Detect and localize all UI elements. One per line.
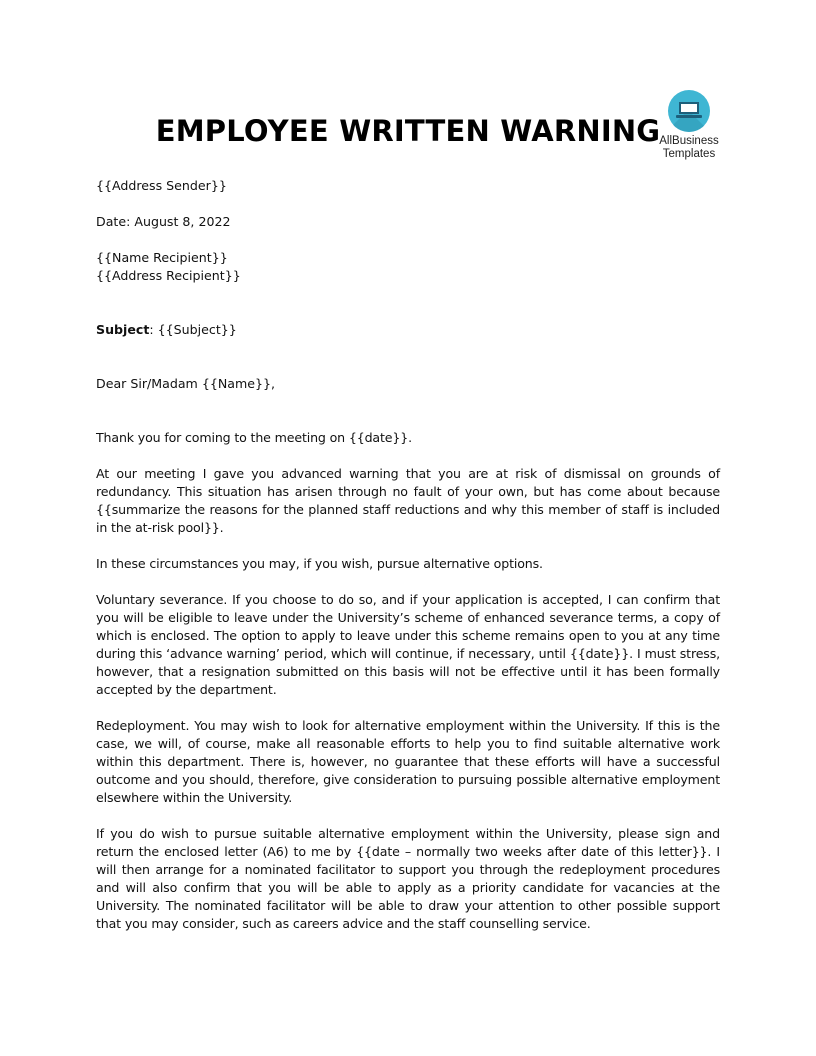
paragraph-redeployment: Redeployment. You may wish to look for alternative employment within the University. If this is the case, we will, of course, make all reasonable efforts to help you to find suitable alternative work within this department. There is, however, no guarantee that these efforts will have a successful outcome and you should, therefore, give consideration to pursuing possible alternative employment elsewhere within the University. <box>96 718 720 805</box>
subject-line <box>96 321 720 339</box>
recipient-name: {{Name Recipient}} <box>96 250 228 265</box>
allbusiness-templates-logo <box>652 90 726 161</box>
paragraph-alternative-options: In these circumstances you may, if you wish, pursue alternative options. <box>96 556 543 571</box>
letter-date: Date: August 8, 2022 <box>96 214 231 229</box>
subject-label: Subject <box>96 322 150 337</box>
subject-value: : {{Subject}} <box>149 322 237 337</box>
sender-address: {{Address Sender}} <box>96 178 227 193</box>
logo-text <box>652 135 726 161</box>
paragraph-redundancy-warning: At our meeting I gave you advanced warning that you are at risk of dismissal on grounds of redundancy. This situation has arisen through no fault of your own, but has come about because {{summarize the reasons for the planned staff reductions and why this member of staff is included in the at-risk pool}}. <box>96 466 720 535</box>
laptop-icon <box>668 90 710 132</box>
letter-body <box>96 177 720 951</box>
paragraph-voluntary-severance: Voluntary severance. If you choose to do so, and if your application is accepted, I can confirm that you will be eligible to leave under the University’s scheme of enhanced severance terms, a copy of which is enclosed. The option to apply to leave under this scheme remains open to you at any time during this ‘advance warning’ period, which will continue, if necessary, until {{date}}. I must stress, however, that a resignation submitted on this basis will not be effective until it has been formally accepted by the department. <box>96 592 720 697</box>
logo-text-line2: Templates <box>662 148 716 160</box>
salutation: Dear Sir/Madam {{Name}}, <box>96 376 276 391</box>
logo-text-line1: AllBusiness <box>659 135 719 147</box>
document-title: EMPLOYEE WRITTEN WARNING <box>155 114 661 148</box>
recipient-address: {{Address Recipient}} <box>96 268 241 283</box>
paragraph-alternative-employment: If you do wish to pursue suitable alternative employment within the University, please sign and return the enclosed letter (A6) to me by {{date – normally two weeks after date of this letter}}. I will then arrange for a nominated facilitator to support you through the redeployment procedures and will also confirm that you will be able to apply as a priority candidate for vacancies at the University. The nominated facilitator will be able to draw your attention to other possible support that you may consider, such as careers advice and the staff counselling service. <box>96 826 720 931</box>
paragraph-meeting-thanks: Thank you for coming to the meeting on {{date}}. <box>96 430 412 445</box>
